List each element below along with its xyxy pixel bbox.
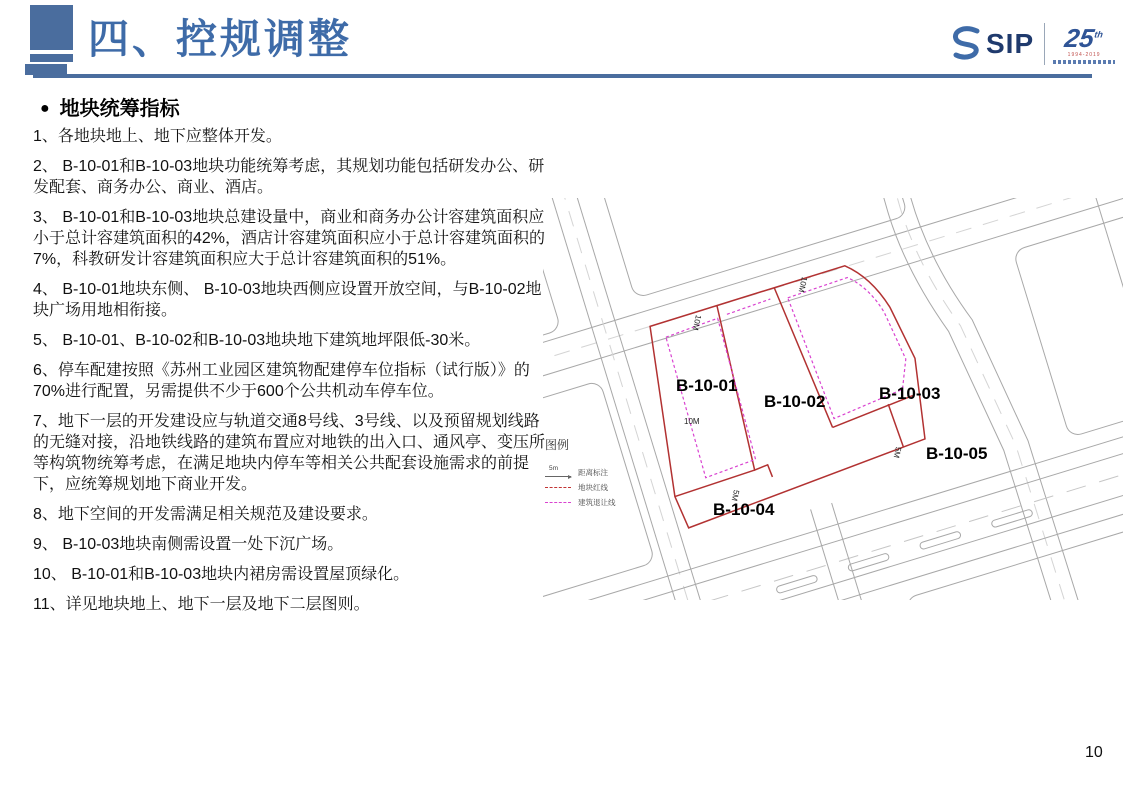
logo-divider: [1044, 23, 1045, 65]
legend-row-setback: [545, 495, 675, 510]
plot-label-b-10-05: B-10-05: [926, 444, 988, 463]
bullet-icon: ●: [40, 100, 50, 117]
anniversary-years: 1994-2019: [1067, 51, 1101, 58]
section-heading-label: 地块统筹指标: [59, 98, 180, 120]
dim-label-10m: 10M: [796, 275, 809, 294]
anniversary-logo: [1053, 22, 1115, 64]
setback-swatch-icon: [545, 502, 571, 503]
note-item: 3、 B-10-01和B-10-03地块总建设量中，商业和商务办公计容建筑面积应小于总计容建筑面积的42%，酒店计容建筑面积应小于总计容建筑面积的7%，科教研发计容建筑面积应大于总计容建筑面积的51%。: [33, 209, 546, 268]
redline-swatch-icon: [545, 487, 571, 488]
map-legend: [545, 436, 675, 510]
plan-map: [543, 198, 1123, 600]
note-item: 1、各地块地上、地下应整体开发。: [33, 128, 282, 145]
page-title: 四、控规调整: [88, 16, 352, 62]
note-item: 2、 B-10-01和B-10-03地块功能统筹考虑，其规划功能包括研发办公、研发配套、商务办公、商业、酒店。: [33, 158, 545, 196]
legend-label: 建筑退让线: [578, 498, 616, 507]
legend-title: 图例: [545, 438, 570, 452]
logo-tagline-fineprint: [1053, 60, 1115, 64]
note-item: 9、 B-10-03地块南侧需设置一处下沉广场。: [33, 536, 344, 553]
sip-wordmark: SIP: [986, 28, 1035, 59]
section-heading: [40, 92, 180, 121]
plan-map-svg: [543, 198, 1123, 600]
page-number: 10: [1085, 744, 1103, 761]
legend-row-redline: [545, 480, 675, 495]
distance-arrow-icon: 5m: [545, 468, 571, 477]
note-item: 10、 B-10-01和B-10-03地块内裙房需设置屋顶绿化。: [33, 566, 410, 583]
header-decor-bar: [30, 54, 73, 62]
sip-logo: [948, 18, 1115, 70]
dim-label-5m: 5M: [729, 488, 741, 502]
note-item: 11、详见地块地上、地下一层及地下二层图则。: [33, 596, 370, 613]
note-item: 4、 B-10-01地块东侧、 B-10-03地块西侧应设置开放空间，与B-10-02地块广场用地相衔接。: [33, 281, 542, 319]
roads-layer: [543, 198, 1123, 600]
legend-label: 地块红线: [578, 483, 608, 492]
note-item: 6、停车配建按照《苏州工业园区建筑物配建停车位指标（试行版）》的70%进行配置，另需提供不少于600个公共机动车停车位。: [33, 362, 530, 400]
header-rule: [33, 74, 1092, 78]
dim-label-5m: 5M: [891, 445, 903, 459]
dim-label-10m: 10M: [690, 313, 703, 332]
anniversary-suffix: th: [1094, 28, 1105, 39]
anniversary-number: 25th: [1063, 22, 1105, 53]
dim-label-10m: 10M: [684, 417, 700, 426]
sip-swoosh-icon: [948, 23, 984, 66]
note-item: 5、 B-10-01、B-10-02和B-10-03地块地下建筑地坪限低-30米。: [33, 332, 481, 349]
plot-label-b-10-04: B-10-04: [713, 500, 775, 519]
legend-row-distance: [545, 465, 675, 480]
note-item: 7、地下一层的开发建设应与轨道交通8号线、3号线、以及预留规划线路的无缝对接，沿地铁线路的建筑布置应对地铁的出入口、通风亭、变压所等构筑物统筹考虑，在满足地块内停车等相关公共配套设施需求的前提下，应统筹规划地下商业开发。: [33, 413, 546, 493]
legend-label: 距离标注: [578, 468, 608, 477]
notes-list: [33, 126, 547, 624]
note-item: 8、地下空间的开发需满足相关规范及建设要求。: [33, 506, 378, 523]
plot-label-b-10-03: B-10-03: [879, 384, 941, 403]
header-decor-square: [30, 5, 73, 50]
plot-label-b-10-02: B-10-02: [764, 392, 826, 411]
plot-label-b-10-01: B-10-01: [676, 376, 738, 395]
